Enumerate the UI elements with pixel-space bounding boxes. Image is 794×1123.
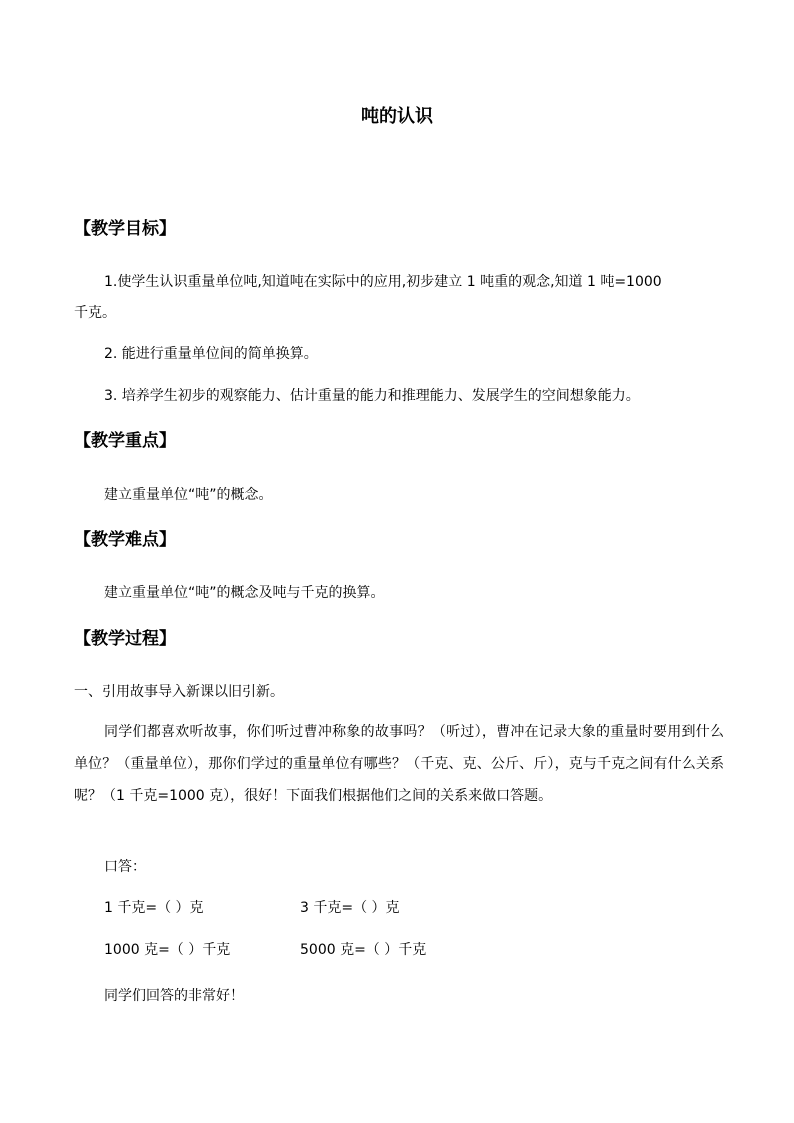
heading-difficulties: 【教学难点】 <box>74 530 176 550</box>
oral-answer-label: 口答： <box>104 859 146 875</box>
oral-question-1: 1 千克=（ ）克 <box>104 900 204 916</box>
objective-item-1-line-1: 1.使学生认识重量单位吨,知道吨在实际中的应用,初步建立 1 吨重的观念,知道 1 吨=1000 <box>104 274 662 290</box>
objective-item-3: 3. 培养学生初步的观察能力、估计重量的能力和推理能力、发展学生的空间想象能力。 <box>104 388 640 404</box>
oral-question-3: 1000 克=（ ）千克 <box>104 942 231 958</box>
oral-question-4: 5000 克=（ ）千克 <box>300 942 427 958</box>
praise-text: 同学们回答的非常好！ <box>104 988 244 1004</box>
key-points-text: 建立重量单位“吨”的概念。 <box>104 487 273 503</box>
objective-item-1-line-2: 千克。 <box>74 305 116 321</box>
process-step-1: 一、引用故事导入新课以旧引新。 <box>74 684 284 700</box>
objective-item-2: 2. 能进行重量单位间的简单换算。 <box>104 346 318 362</box>
heading-objectives: 【教学目标】 <box>74 219 176 239</box>
heading-process: 【教学过程】 <box>74 629 176 649</box>
document-title: 吨的认识 <box>361 106 433 127</box>
heading-key-points: 【教学重点】 <box>74 431 176 451</box>
story-paragraph: 同学们都喜欢听故事，你们听过曹冲称象的故事吗？（听过），曹冲在记录大象的重量时要用到什么单位？（重量单位），那你们学过的重量单位有哪些？（千克、克、公斤、斤），克与千克之间有什么关系呢？（1 千克=1000 克），很好！下面我们根据他们之间的关系来做口答题。 <box>74 724 724 804</box>
difficulties-text: 建立重量单位“吨”的概念及吨与千克的换算。 <box>104 585 385 601</box>
oral-question-2: 3 千克=（ ）克 <box>300 900 400 916</box>
